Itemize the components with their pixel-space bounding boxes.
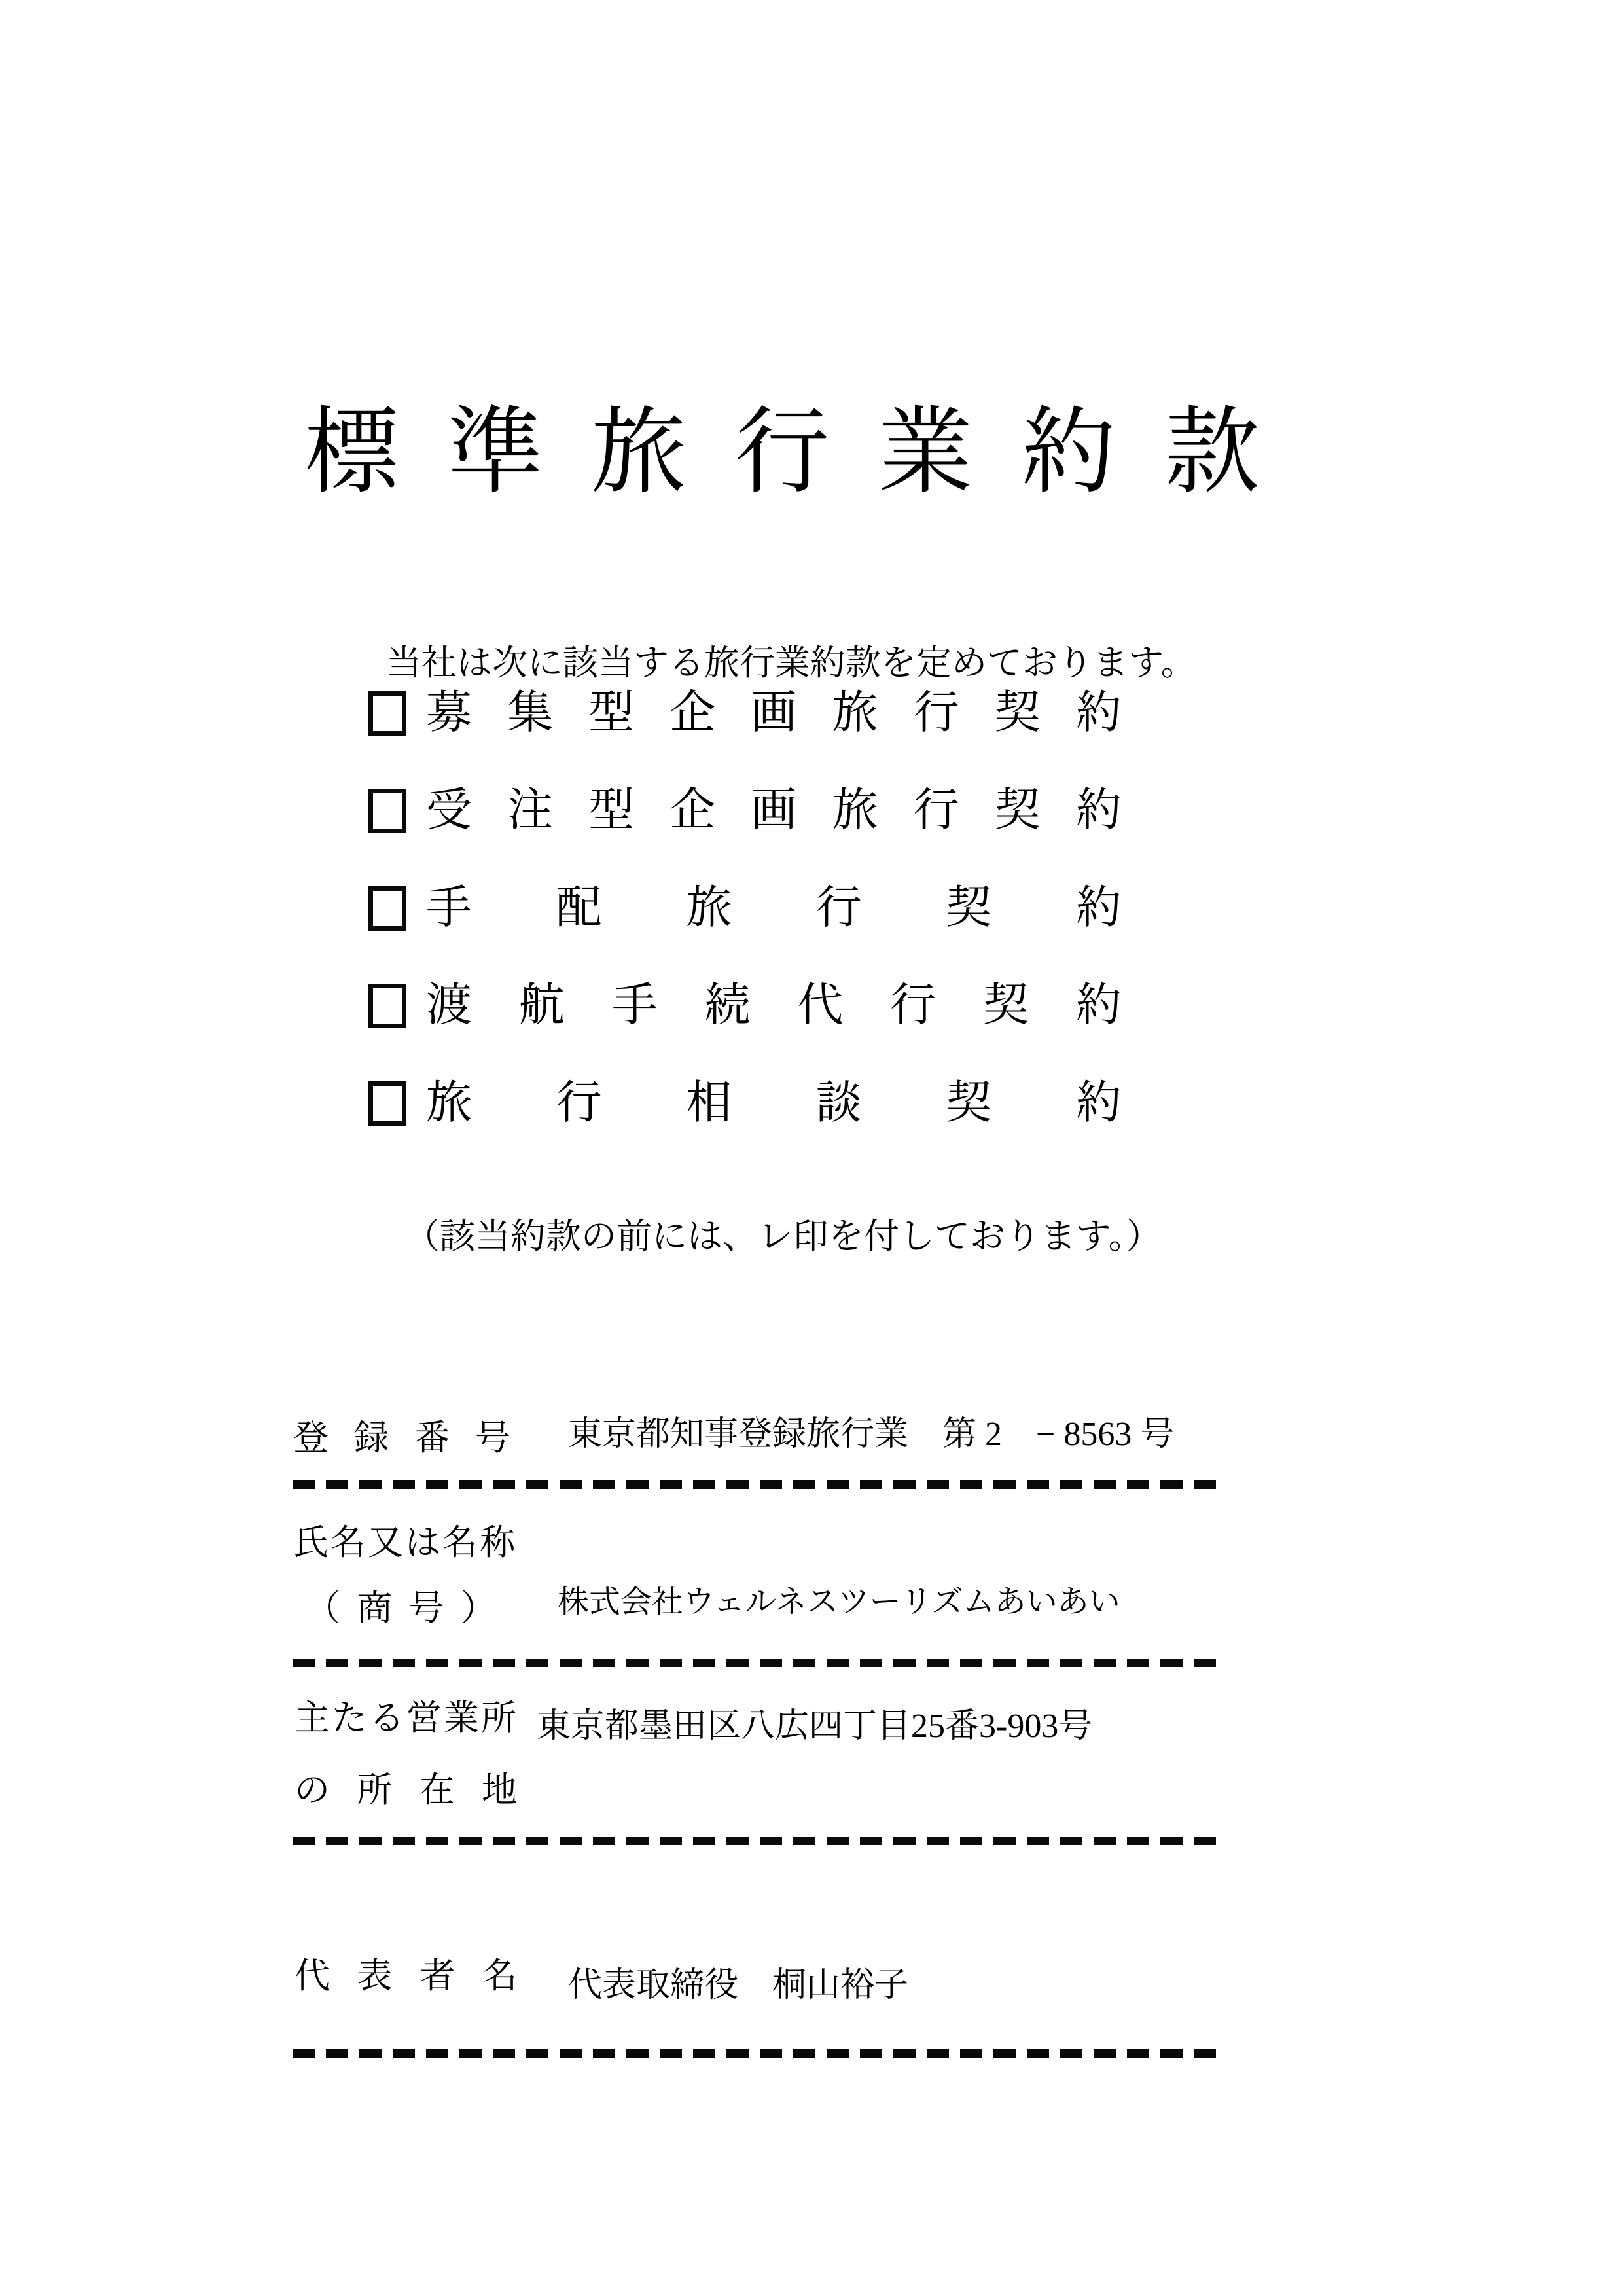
clause-row <box>368 884 1124 933</box>
head-office-address-value: 東京都墨田区八広四丁目25番3-903号 <box>537 1708 1093 1745</box>
representative-label: 代 表 者 名 <box>294 1956 518 1996</box>
trade-name-paren-label: （ 商 号 ） <box>305 1588 496 1628</box>
clause-row <box>368 981 1124 1031</box>
page-title: 標 準 旅 行 業 約 款 <box>304 401 1260 506</box>
clause-label-package-tour: 募 集 型 企 画 旅 行 契 約 <box>426 688 1122 739</box>
intro-text: 当社は次に該当する旅行業約款を定めております。 <box>386 643 1196 683</box>
checkbox-travel-consultation-unchecked[interactable] <box>368 1081 406 1126</box>
checkbox-arranged-tour-unchecked[interactable] <box>368 886 406 931</box>
registration-number-value: 東京都知事登録旅行業 第 2 − 8563 号 <box>568 1416 1175 1453</box>
dashed-divider <box>293 1480 1224 1489</box>
checkmark-note: （該当約款の前には、レ印を付しております。） <box>404 1217 1162 1256</box>
clause-row <box>368 1079 1124 1128</box>
trade-name-label: 氏名又は名称 <box>293 1523 517 1562</box>
checkbox-travel-procedure-agency-unchecked[interactable] <box>368 984 406 1028</box>
clause-label-travel-consultation: 旅 行 相 談 契 約 <box>426 1078 1122 1129</box>
clause-label-arranged-tour: 手 配 旅 行 契 約 <box>426 883 1122 934</box>
clause-label-travel-procedure-agency: 渡 航 手 続 代 行 契 約 <box>426 980 1122 1031</box>
clause-row <box>368 689 1124 738</box>
dashed-divider <box>293 2049 1224 2058</box>
clause-label-custom-ordered-tour: 受 注 型 企 画 旅 行 契 約 <box>426 785 1122 836</box>
head-office-label: 主たる営業所 <box>294 1698 518 1738</box>
dashed-divider <box>293 1837 1224 1845</box>
checkbox-package-tour-unchecked[interactable] <box>368 691 406 736</box>
head-office-label-line2: の 所 在 地 <box>294 1770 517 1810</box>
company-name-value: 株式会社ウェルネスツーリズムあいあい <box>558 1585 1120 1619</box>
clause-row <box>368 786 1124 836</box>
registration-number-label: 登 録 番 号 <box>293 1418 510 1458</box>
representative-name-value: 代表取締役 桐山裕子 <box>568 1967 909 2004</box>
checkbox-custom-ordered-tour-unchecked[interactable] <box>368 789 406 833</box>
dashed-divider <box>293 1659 1224 1667</box>
